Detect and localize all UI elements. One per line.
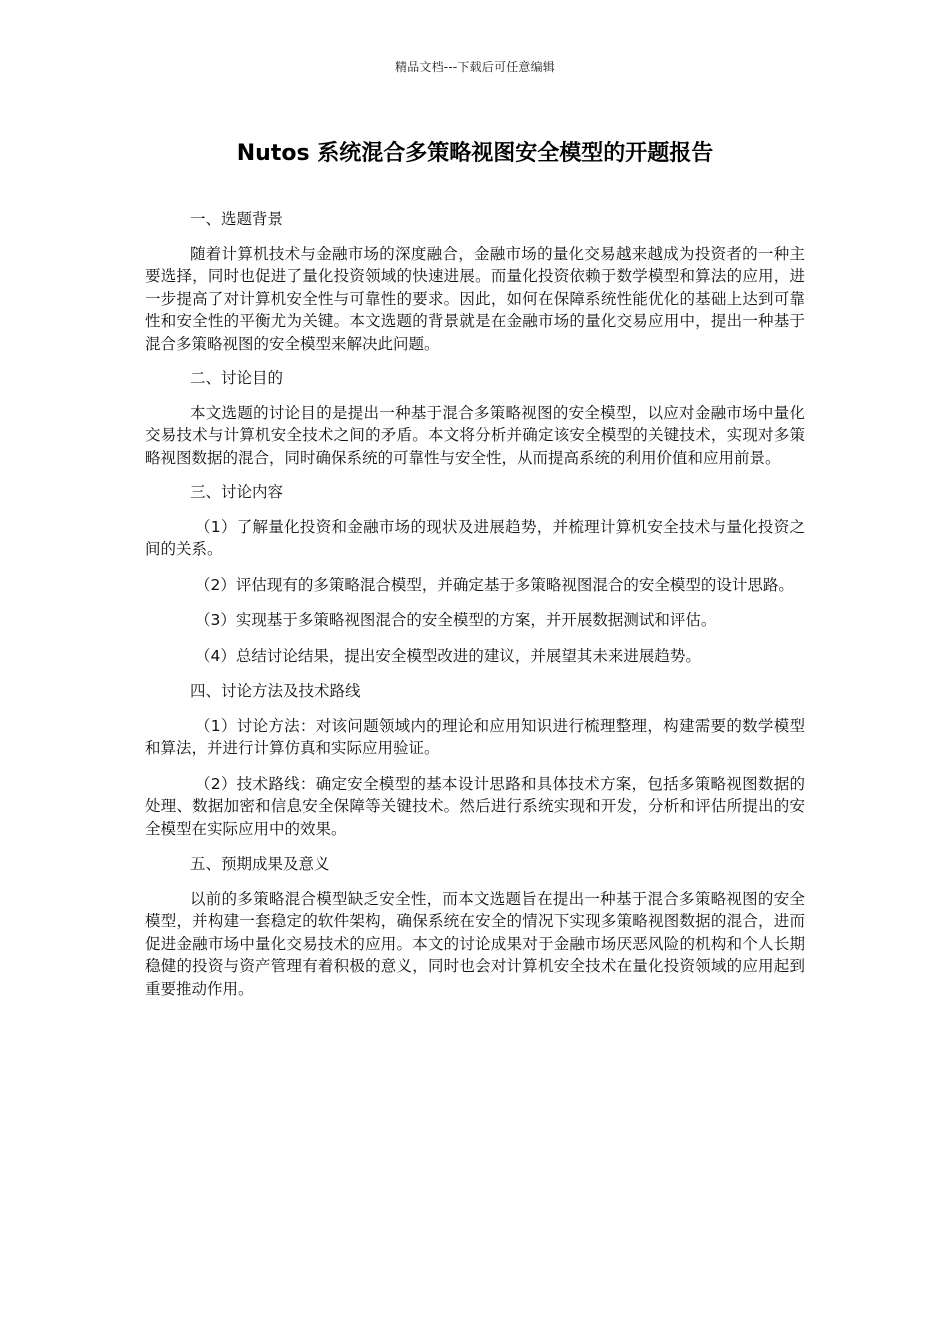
list-item: （3）实现基于多策略视图混合的安全模型的方案，并开展数据测试和评估。 xyxy=(195,611,717,629)
section-heading-background: 一、选题背景 xyxy=(190,210,284,228)
page-header-watermark: 精品文档---下载后可任意编辑 xyxy=(395,60,555,74)
document-title: Nutos 系统混合多策略视图安全模型的开题报告 xyxy=(236,141,714,166)
list-item: （1）了解量化投资和金融市场的现状及进展趋势，并梳理计算机安全技术与量化投资之间的关系。 xyxy=(145,517,805,558)
section-heading-content: 三、讨论内容 xyxy=(190,483,284,501)
section-heading-outcomes: 五、预期成果及意义 xyxy=(190,855,330,873)
section-heading-methods: 四、讨论方法及技术路线 xyxy=(190,682,361,700)
list-item: （1）讨论方法：对该问题领域内的理论和应用知识进行梳理整理，构建需要的数学模型和算法，并进行计算仿真和实际应用验证。 xyxy=(145,716,805,757)
document-body xyxy=(145,208,805,1012)
section-paragraph: 随着计算机技术与金融市场的深度融合，金融市场的量化交易越来越成为投资者的一种主要选择，同时也促进了量化投资领域的快速进展。而量化投资依赖于数学模型和算法的应用，进一步提高了对计算机安全性与可靠性的要求。因此，如何在保障系统性能优化的基础上达到可靠性和安全性的平衡尤为关键。本文选题的背景就是在金融市场的量化交易应用中，提出一种基于混合多策略视图的安全模型来解决此问题。 xyxy=(145,244,805,353)
list-item: （2）评估现有的多策略混合模型，并确定基于多策略视图混合的安全模型的设计思路。 xyxy=(195,575,794,594)
section-paragraph: 以前的多策略混合模型缺乏安全性，而本文选题旨在提出一种基于混合多策略视图的安全模型，并构建一套稳定的软件架构，确保系统在安全的情况下实现多策略视图数据的混合，进而促进金融市场中量化交易技术的应用。本文的讨论成果对于金融市场厌恶风险的机构和个人长期稳健的投资与资产管理有着积极的意义，同时也会对计算机安全技术在量化投资领域的应用起到重要推动作用。 xyxy=(145,889,805,998)
section-paragraph: 本文选题的讨论目的是提出一种基于混合多策略视图的安全模型，以应对金融市场中量化交易技术与计算机安全技术之间的矛盾。本文将分析并确定该安全模型的关键技术，实现对多策略视图数据的混合，同时确保系统的可靠性与安全性，从而提高系统的利用价值和应用前景。 xyxy=(145,403,805,467)
section-heading-purpose: 二、讨论目的 xyxy=(190,369,284,387)
list-item: （2）技术路线：确定安全模型的基本设计思路和具体技术方案，包括多策略视图数据的处理、数据加密和信息安全保障等关键技术。然后进行系统实现和开发，分析和评估所提出的安全模型在实际应用中的效果。 xyxy=(145,774,805,838)
list-item: （4）总结讨论结果，提出安全模型改进的建议，并展望其未来进展趋势。 xyxy=(195,646,701,665)
